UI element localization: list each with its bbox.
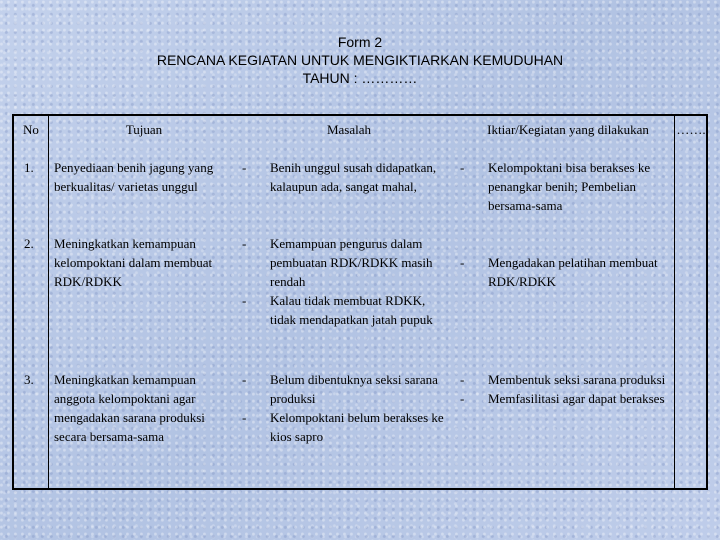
- list-dash: -: [460, 391, 465, 406]
- row-3-iktiar-item-2: - Memfasilitasi agar dapat berakses: [460, 391, 665, 406]
- row-3-iktiar-item-1: - Membentuk seksi sarana produksi: [460, 372, 666, 387]
- row-3-masalah-item-1: - Belum dibentuknya seksi sarana produksi: [242, 372, 438, 406]
- row-1-masalah: [242, 158, 454, 196]
- column-divider-no: [48, 116, 49, 488]
- activity-plan-table: [12, 114, 708, 490]
- list-dash: -: [242, 236, 247, 251]
- column-header-tujuan: Tujuan: [125, 122, 163, 137]
- row-2-no: 2.: [24, 236, 34, 251]
- list-dash: -: [242, 410, 247, 425]
- column-header-extra: …….: [676, 122, 706, 137]
- column-header-iktiar: Iktiar/Kegiatan yang dilakukan: [487, 122, 649, 137]
- row-1-iktiar-item-1: - Kelompoktani bisa berakses ke penangkar benih; Pembelian bersama-sama: [460, 160, 651, 213]
- column-header-no: No: [23, 122, 39, 137]
- row-2-masalah-item-1: - Kemampuan pengurus dalam pembuatan RDK/RDKK masih rendah: [242, 236, 433, 289]
- form-year-line: TAHUN : …………: [302, 70, 418, 86]
- form-title: RENCANA KEGIATAN UNTUK MENGIKTIARKAN KEMUDUHAN: [156, 52, 564, 68]
- row-2-iktiar: [460, 253, 670, 291]
- row-1-tujuan: Penyediaan benih jagung yang berkualitas/ varietas unggul: [54, 160, 214, 194]
- row-3-masalah-item-2: - Kelompoktani belum berakses ke kios sapro: [242, 410, 444, 444]
- list-dash: -: [242, 372, 247, 387]
- row-3-masalah: [242, 370, 454, 446]
- row-2-masalah: [242, 234, 454, 329]
- row-3-tujuan: Meningkatkan kemampuan anggota kelompoktani agar mengadakan sarana produksi secara bersama-sama: [54, 372, 205, 444]
- row-1-iktiar: [460, 158, 670, 215]
- list-dash: -: [242, 160, 247, 175]
- row-2-tujuan: Meningkatkan kemampuan kelompoktani dalam membuat RDK/RDKK: [54, 236, 213, 289]
- row-1-no: 1.: [24, 160, 34, 175]
- list-dash: -: [460, 372, 465, 387]
- row-2-iktiar-item-1: - Mengadakan pelatihan membuat RDK/RDKK: [460, 255, 658, 289]
- row-2-masalah-item-2: - Kalau tidak membuat RDKK, tidak mendapatkan jatah pupuk: [242, 293, 433, 327]
- row-1-masalah-item-1: - Benih unggul susah didapatkan, kalaupun ada, sangat mahal,: [242, 160, 437, 194]
- list-dash: -: [460, 160, 465, 175]
- form-label: Form 2: [337, 34, 383, 50]
- list-dash: -: [460, 255, 465, 270]
- row-3-iktiar: [460, 370, 670, 408]
- row-3-no: 3.: [24, 372, 34, 387]
- column-header-masalah: Masalah: [326, 122, 372, 137]
- form-header: [0, 33, 720, 87]
- list-dash: -: [242, 293, 247, 308]
- column-divider-extra: [674, 116, 675, 488]
